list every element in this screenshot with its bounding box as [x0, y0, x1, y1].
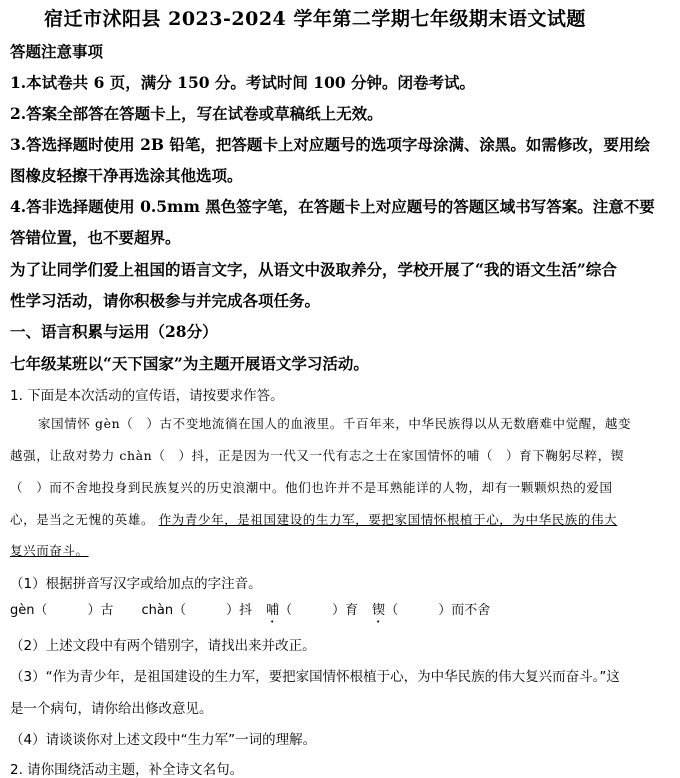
notice-item-3: 3.答选择题时使用 2B 铅笔，把答题卡上对应题号的选项字母涂满、涂黑。如需修改，要用绘 [10, 135, 650, 154]
passage-line-4-text: 心，是当之无愧的英雄。 [10, 512, 155, 527]
q2-prompt: 2. 请你围绕活动主题，补全诗文名句。 [10, 762, 244, 778]
blank-a-pinyin: gèn（ [10, 603, 48, 618]
section-theme: 七年级某班以“天下国家”为主题开展语文学习活动。 [10, 354, 369, 373]
q1-sub4: （4）请谈谈你对上述文段中“生力军”一词的理解。 [10, 732, 317, 748]
intro-line-1: 为了让同学们爱上祖国的语言文字，从语文中汲取养分，学校开展了“我的语文生活”综合 [10, 260, 617, 279]
passage-underlined-sentence: 作为青少年，是祖国建设的生力军，要把家国情怀根植于心，为中华民族的伟大 [158, 512, 618, 527]
intro-line-2: 性学习活动，请你积极参与并完成各项任务。 [10, 291, 321, 310]
notice-item-2: 2.答案全部答在答题卡上，写在试卷或草稿纸上无效。 [10, 104, 383, 123]
blanks-row [10, 599, 490, 626]
blank-c-open: （ [279, 603, 293, 618]
blank-c-close: ）育 [332, 603, 359, 618]
q1-prompt: 1. 下面是本次活动的宣传语，请按要求作答。 [10, 388, 284, 404]
notice-item-1: 1.本试卷共 6 页，满分 150 分。考试时间 100 分钟。闭卷考试。 [10, 73, 476, 92]
blank-b-close: ）抖 [226, 603, 253, 618]
blank-d-close: ）而不舍 [438, 603, 491, 618]
passage-line-5: 复兴而奋斗。 [10, 543, 89, 558]
blank-d-char: 锲 [372, 603, 386, 618]
passage-line-3: （ ）而不舍地投身到民族复兴的历史浪潮中。他们也许并不是耳熟能详的人物，却有一颗颗炽热的爱国 [10, 480, 613, 495]
q1-sub3-line-2: 是一个病句，请你给出修改意见。 [10, 701, 213, 717]
passage-line-2: 越强，让敌对势力 chàn（ ）抖，正是因为一代又一代有志之士在家国情怀的哺（ ）育下鞠躬尽粹，锲 [10, 448, 624, 463]
notice-item-4: 4.答非选择题使用 0.5mm 黑色签字笔，在答题卡上对应题号的答题区域书写答案。注意不要 [10, 197, 655, 216]
q1-sub1: （1）根据拼音写汉字或给加点的字注音。 [10, 576, 262, 592]
q1-sub2: （2）上述文段中有两个错别字，请找出来并改正。 [10, 638, 316, 654]
section-heading: 一、语言积累与运用（28分） [10, 322, 218, 341]
blank-b-pinyin: chàn（ [141, 603, 187, 618]
notice-item-4-cont: 答错位置，也不要超界。 [10, 228, 181, 247]
passage-line-1: 家国情怀 gèn（ ）古不变地流徜在国人的血液里。千百年来，中华民族得以从无数磨难中觉醒，越变 [38, 416, 632, 431]
blank-d-open: （ [385, 603, 399, 618]
blank-c-char: 哺 [266, 603, 280, 618]
notice-heading: 答题注意事项 [10, 42, 104, 61]
blank-a-close: ）古 [87, 603, 114, 618]
passage-line-4 [10, 510, 617, 528]
notice-item-3-cont: 图橡皮轻擦干净再选涂其他选项。 [10, 166, 243, 185]
q1-sub3-line-1: （3）“作为青少年，是祖国建设的生力军，要把家国情怀根植于心，为中华民族的伟大复兴而奋斗。”这 [10, 669, 620, 685]
page-title: 宿迁市沭阳县 2023-2024 学年第二学期七年级期末语文试题 [44, 8, 586, 30]
